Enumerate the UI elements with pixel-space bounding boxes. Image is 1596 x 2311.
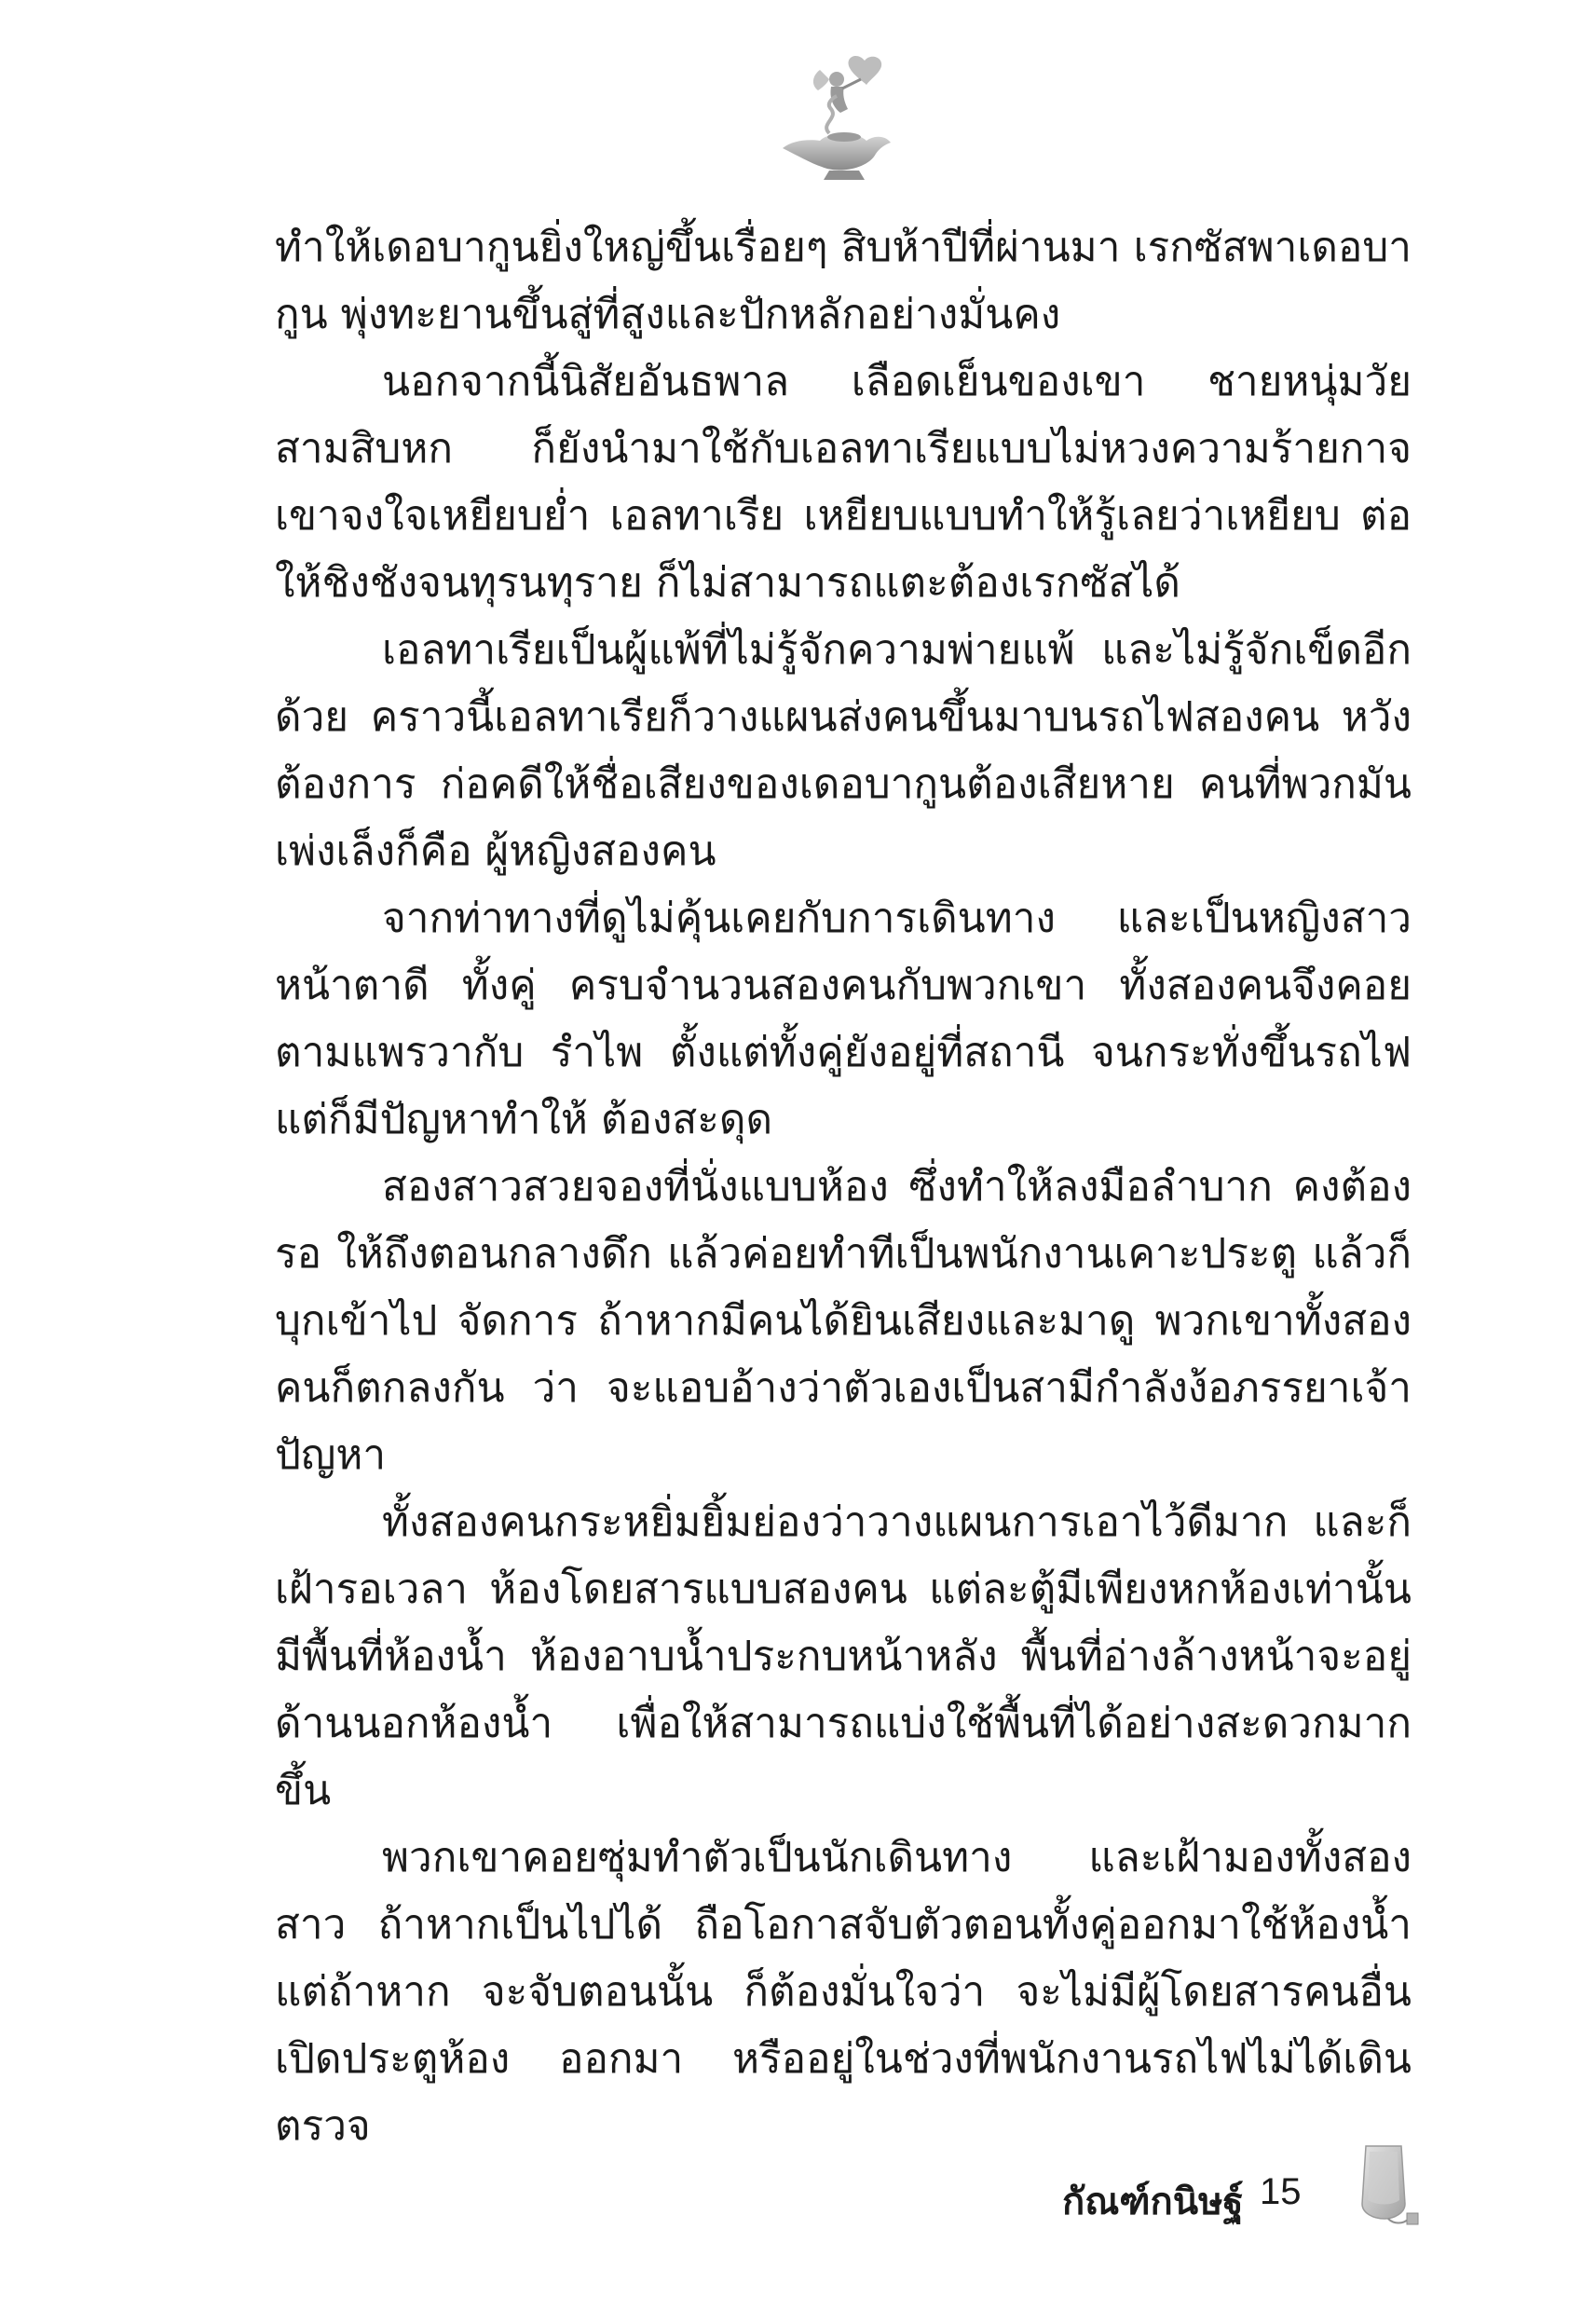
page-number: 15 bbox=[1260, 2171, 1302, 2212]
genie-lamp-icon bbox=[764, 51, 904, 191]
paragraph-4: จากท่าทางที่ดูไม่คุ้นเคยกับการเดินทาง และเป็นหญิงสาวหน้าตาดี ทั้งคู่ ครบจำนวนสองคนกับพวกเขา ทั้งสองคนจึงคอยตามแพรวากับ รำไพ ตั้งแต่ทั้งคู่ยังอยู่ที่สถานี จนกระทั่งขึ้นรถไฟ แต่ก็มีปัญหาทำให้ ต้องสะดุด bbox=[275, 895, 1412, 1143]
paragraph-2: นอกจากนี้นิสัยอันธพาล เลือดเย็นของเขา ชายหนุ่มวัยสามสิบหก ก็ยังนำมาใช้กับเอลทาเรียแบบไม่หวงความร้ายกาจ เขาจงใจเหยียบย่ำ เอลทาเรีย เหยียบแบบทำให้รู้เลยว่าเหยียบ ต่อให้ชิงชังจนทุรนทุราย ก็ไม่สามารถแตะต้องเรกซัสได้ bbox=[275, 358, 1412, 607]
book-title: กัณฑ์กนิษฐ์ bbox=[1062, 2181, 1244, 2223]
paragraph-1: ทำให้เดอบากูนยิ่งใหญ่ขึ้นเรื่อยๆ สิบห้าปีที่ผ่านมา เรกซัสพาเดอบากูน พุ่งทะยานขึ้นสู่ที่สูงและปักหลักอย่างมั่นคง bbox=[275, 224, 1412, 338]
teabag-icon bbox=[1351, 2139, 1425, 2232]
body-text bbox=[275, 214, 1412, 2160]
paragraph-6: ทั้งสองคนกระหยิ่มยิ้มย่องว่าวางแผนการเอาไว้ดีมาก และก็ เฝ้ารอเวลา ห้องโดยสารแบบสองคน แต่ละตู้มีเพียงหกห้องเท่านั้น มีพื้นที่ห้องน้ำ ห้องอาบน้ำประกบหน้าหลัง พื้นที่อ่างล้างหน้าจะอยู่ ด้านนอกห้องน้ำ เพื่อให้สามารถแบ่งใช้พื้นที่ได้อย่างสะดวกมากขึ้น bbox=[275, 1498, 1412, 1814]
paragraph-3: เอลทาเรียเป็นผู้แพ้ที่ไม่รู้จักความพ่ายแพ้ และไม่รู้จักเข็ดอีกด้วย คราวนี้เอลทาเรียก็วางแผนส่งคนขึ้นมาบนรถไฟสองคน หวังต้องการ ก่อคดีให้ชื่อเสียงของเดอบากูนต้องเสียหาย คนที่พวกมันเพ่งเล็งก็คือ ผู้หญิงสองคน bbox=[275, 626, 1412, 875]
paragraph-5: สองสาวสวยจองที่นั่งแบบห้อง ซึ่งทำให้ลงมือลำบาก คงต้องรอ ให้ถึงตอนกลางดึก แล้วค่อยทำทีเป็นพนักงานเคาะประตู แล้วก็บุกเข้าไป จัดการ ถ้าหากมีคนได้ยินเสียงและมาดู พวกเขาทั้งสองคนก็ตกลงกัน ว่า จะแอบอ้างว่าตัวเองเป็นสามีกำลังง้อภรรยาเจ้าปัญหา bbox=[275, 1163, 1412, 1479]
paragraph-7: พวกเขาคอยซุ่มทำตัวเป็นนักเดินทาง และเฝ้ามองทั้งสองสาว ถ้าหากเป็นไปได้ ถือโอกาสจับตัวตอนทั้งคู่ออกมาใช้ห้องน้ำ แต่ถ้าหาก จะจับตอนนั้น ก็ต้องมั่นใจว่า จะไม่มีผู้โดยสารคนอื่นเปิดประตูห้อง ออกมา หรืออยู่ในช่วงที่พนักงานรถไฟไม่ได้เดินตรวจ bbox=[275, 1834, 1412, 2150]
